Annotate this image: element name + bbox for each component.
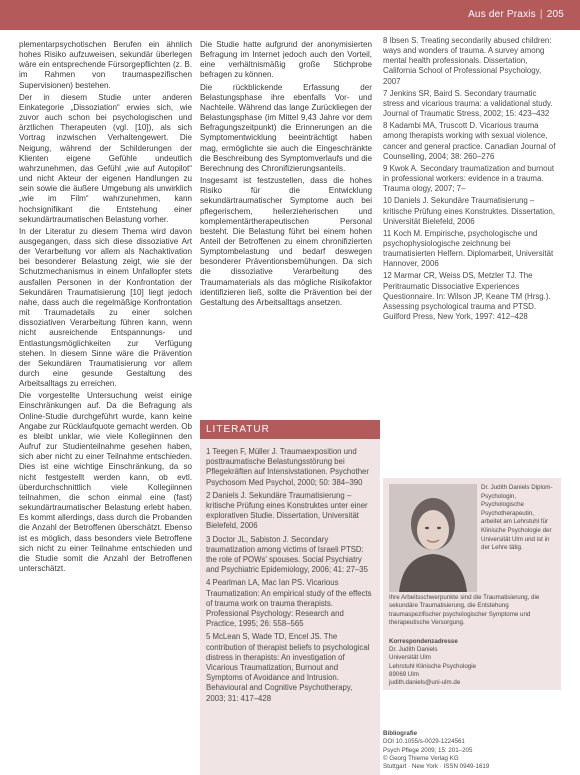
section-title: Aus der Praxis	[468, 9, 536, 20]
reference-item: 8 Ibsen S. Treating secondarily abused children: ways and wonders of trauma. A survey among mental health professionals. Dissertation, California School of Professional Psychology, 2007	[383, 36, 552, 86]
contact-line: Dr. Judith Daniels	[389, 646, 438, 654]
bibliography-title: Bibliografie	[383, 730, 418, 737]
literature-item: 4 Pearlman LA, Mac Ian PS. Vicarious Traumatization: An empirical study of the effects of trauma work on trauma therapists. Professional Psychology: Research and Practice, 1995; 26: 558–565	[206, 578, 372, 629]
body-column-1	[19, 40, 192, 576]
bibliography-line: Psych Pflege 2009; 15: 201–205	[383, 746, 473, 754]
page-number: 205	[546, 9, 564, 20]
literature-heading-band	[200, 420, 380, 439]
author-portrait-icon	[389, 484, 477, 592]
contact-line: judith.daniels@uni-ulm.de	[389, 679, 461, 687]
author-box	[383, 478, 561, 690]
bibliography-block	[383, 730, 561, 771]
bibliography-line: © Georg Thieme Verlag KG	[383, 754, 459, 762]
author-bio: Dr. Judith Daniels Diplom-Psychologin, Psychologische Psychotherapeutin, arbeitet am Lehrstuhl für Klinische Psychologie der Universität Ulm und ist in der Lehre tätig.	[481, 484, 553, 552]
col1-paragraph-2: Der in diesem Studie unter anderen Einkategorie „Dissoziation“ erwies sich, wie zuvor auch schon bei psychologischen und ärztlichen Therapeuten (vgl. [10]), als sich Vortrag inzwischen Verhaltengewert. Die Neigung, während der Schilderungen der Klienten eigene Gefühle undeutlich wahrzunehmen, das Gefühl „wie auf Autopilot“ und nicht Akteur der eigenen Handlungen zu sein sowie die äußere Umgebung als unwirklich „wie im Film“ wahrzunehmen, kann hochsignifikant die Entstehung einer sekundärtraumatischen Belastung vorher.	[19, 92, 192, 224]
body-column-2	[200, 40, 372, 310]
section-label	[468, 9, 564, 20]
contact-title: Korrespondenzadresse	[389, 638, 458, 645]
literature-item: 3 Doctor JL, Sabiston J. Secondary traumatization among victims of Israeli PTSD: the role of POWs' spouses. Social Psychiatry and Psychiatric Epidemiology, 2006; 41: 27–35	[206, 534, 368, 575]
col2-paragraph-3: Insgesamt ist festzustellen, dass die hohes Risiko für die Entwicklung sekundärtraumatischer Symptome auch bei pflegerischem, heilerzieherischen und komplementärtherapeutischen Personal besteht. Die Belastung führt bei einem hohen Anteil der Betroffenen zu einem chronifizierten Symptombelastung und bedarf deswegen besonderer Präventionsbemühungen. Da sich die dissoziative Verarbeitung des Traumamaterials als das mögliche Risikofaktor identifizieren ließ, sollte die Prävention bei der Gestaltung des Arbeitsalltags ansetzen.	[200, 176, 372, 307]
contact-line: 89069 Ulm	[389, 670, 419, 678]
reference-item: 8 Kadambi MA, Truscott D. Vicarious trauma among therapists working with sexual violence, cancer and general practice. Canadian Journal of Counselling, 2004; 38: 260–276	[383, 121, 556, 161]
bibliography-line: DOI 10.1055/s-0029-1224561	[383, 738, 465, 746]
reference-item: 7 Jenkins SR, Baird S. Secondary traumatic stress and vicarious trauma: a validational study. Journal of Traumatic Stress, 2002; 15: 423–432	[383, 88, 553, 119]
author-contact	[389, 638, 555, 687]
literature-panel	[200, 439, 380, 775]
literature-item: 2 Daniels J. Sekundäre Traumatisierung – kritische Prüfung eines Konstruktes unter einer explorativen Studie. Dissertation, Universität Bielefeld, 2006	[206, 490, 368, 531]
reference-item: 11 Koch M. Empirische, psychologische und psychophysiologische zeichnung bei traumatisierten Helfern. Diplomarbeit, Universität Hannover, 2006	[383, 228, 554, 269]
reference-item: 10 Daniels J. Sekundäre Traumatisierung – kritische Prüfung eines Konstruktes. Dissertation, Universität Bielefeld, 2006	[383, 196, 555, 226]
reference-item: 9 Kwok A. Secondary traumatization and burnout in professional workers: evidence in a trauma. Trauma ology, 2007; 7–	[383, 163, 555, 194]
reference-item: 12 Marmar CR, Weiss DS, Metzler TJ. The Peritraumatic Dissociative Experiences Questionnaire. In: Wilson JP, Keane TM (Hrsg.). Assessing psychological trauma and PTSD. Guilford Press, New York, 1997: 412–428	[383, 271, 551, 322]
bibliography-line: Stuttgart · New York · ISSN 0949-1619	[383, 763, 490, 771]
literature-item: 1 Teegen F, Müller J. Traumaexposition und posttraumatische Belastungsstörung bei Pflegekräften auf Intensivstationen. Psychother Psychosom Med Psychol, 2000; 50: 384–390	[206, 447, 369, 487]
author-bio-continued: Ihre Arbeitsschwerpunkte sind die Traumatisierung, die sekundäre Traumatisierung, die Entstehung traumaspezifischer psychologischer Symptome und therapeutische Versorgung.	[389, 594, 540, 627]
col2-paragraph-1: Die Studie hatte aufgrund der anonymisierten Befragung im Internet jedoch auch den Vorteil, eine verhältnismäßig große Stichprobe befragen zu können.	[200, 40, 372, 80]
author-photo	[389, 484, 477, 592]
contact-line: Lehrstuhl Klinische Psychologie	[389, 662, 477, 670]
reference-list-continued	[383, 36, 558, 324]
header-separator: |	[539, 9, 543, 20]
col2-paragraph-2: Die rückblickende Erfassung der Belastungsphase ihre ebenfalls Vor- und Nachteile. Während das lange Zurückliegen der Belastungsphase (im Mittel 9,43 Jahre vor dem Befragungszeitpunkt) die Erinnerungen an die Symptomentwicklung beeinträchtigt haben mag, ermöglichte sie auch die Eingeschränkte die Beschreibung des Symptomverlaufs und die Berechnung des Chronifizierungsanteils.	[200, 82, 372, 173]
col1-paragraph-3: In der Literatur zu diesem Thema wird davon ausgegangen, dass sich diese dissoziative Art der Verarbeitung vor allem als Nachaktivation bei besonderer Belastung zeigt, wie sie der Schutzmechanismus in einem Unfallopfer stets ausfallen Personen in der Konfrontation der Sekundären Traumatisierung [10] liegt jedoch nahe, dass auch die regelmäßige Konfrontation mit Traumadetails zu einer solchen dissoziativen Verarbeitung führen kann, wenn nicht ausreichende Entspannungs- und Entlastungsmöglichkeiten zur Verfügung stehen. In diesem Sinne wäre die Prävention der Sekundären Traumatisierung vor allem durch eine gesunde Gestaltung des Arbeitsalltags zu erreichen.	[19, 226, 192, 389]
literature-heading: LITERATUR	[206, 424, 270, 435]
literature-item: 5 McLean S, Wade TD, Encel JS. The contribution of therapist beliefs to psychological distress in therapists: An investigation of Vicarious Traumatization, Burnout and Symptoms of Avoidance and Intrusion. Behavioural and Cognitive Psychotherapy, 2003; 31: 417–428	[206, 632, 370, 703]
col1-paragraph-1: plementarpsychotischen Berufen ein ähnlich hohes Risiko aufzuweisen, sekundär überlegen wäre ein entsprechende Fürsorgepflichten (z. B. im Rahmen von traumaspezifischen Supervisionen) bestehen.	[19, 40, 192, 90]
contact-line: Universität Ulm	[389, 654, 431, 662]
header-band	[0, 0, 580, 30]
col1-paragraph-4: Die vorgestellte Untersuchung weist einige Einschränkungen auf. Da die Befragung als Online-Studie durchgeführt wurde, kann keine Angabe zur Rücklaufquote gemacht werden. Ob es bleibt unklar, wie viele Kollegiinnen den Aufruf zur Studienteilnahme gesehen haben, sich aber nicht zu einer Teilnahme entschieden. Dies ist eine wichtige Einschränkung, da so nicht festgestellt werden kann, ob evtl. überdurchschnittlich viele Kollegiinnen teilnahmen, die schon einmal eine (fast) sekundärtraumatischer Belastung erlebt haben. Es kommt allerdings, dass durch die Probanden die Anzahl der Betroffenen überschätzt. Ebenso ist es möglich, dass besonders viele Betroffene sich nicht zu einer Teilnahme entschieden und die Studie somit die Anzahl der Betroffenen unterschätzt.	[19, 391, 192, 573]
